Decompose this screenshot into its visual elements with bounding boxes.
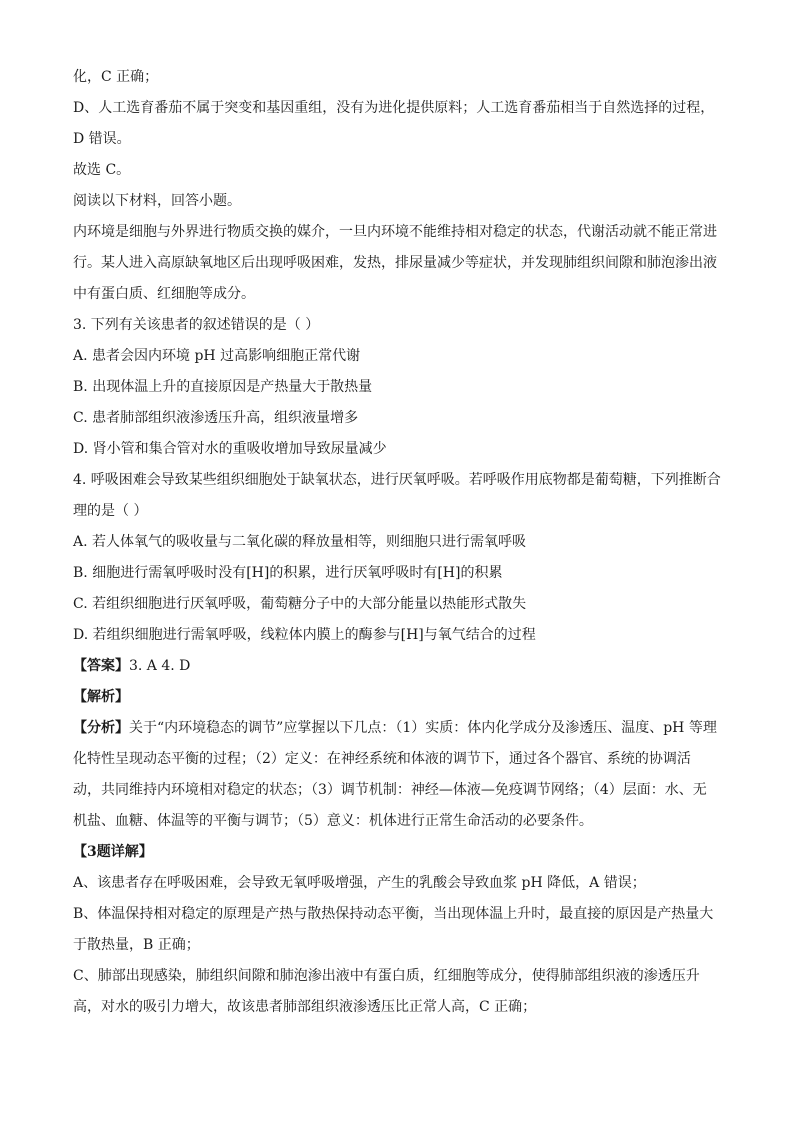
analysis-heading: 【解析】 [73, 689, 129, 705]
answer-text: 3. A 4. D [129, 658, 191, 674]
analysis-text: 关于“内环境稳态的调节”应掌握以下几点：（1）实质：体内化学成分及渗透压、温度、pH 等理 [129, 720, 717, 736]
answer-label: 【答案】 [73, 658, 129, 674]
detail-line: A、该患者存在呼吸困难，会导致无氧呼吸增强，产生的乳酸会导致血浆 pH 降低，A 错误； [73, 875, 646, 891]
analysis-line: 机盐、血糖、体温等的平衡与调节；（5）意义：机体进行正常生命活动的必要条件。 [73, 813, 593, 829]
text-line: D、人工选育番茄不属于突变和基因重组，没有为进化提供原料；人工选育番茄相当于自然选择的过程， [73, 100, 715, 116]
analysis-line: 化特性呈现动态平衡的过程；（2）定义：在神经系统和体液的调节下，通过各个器官、系统的协调活 [73, 751, 691, 767]
document-page [73, 62, 725, 1023]
detail-line: 高，对水的吸引力增大，故该患者肺部组织液渗透压比正常人高，C 正确； [73, 999, 537, 1015]
question-4-option-d: D. 若组织细胞进行需氧呼吸，线粒体内膜上的酶参与[H]与氧气结合的过程 [73, 627, 536, 643]
detail-heading: 【3题详解】 [73, 844, 153, 860]
detail-line: C、肺部出现感染，肺组织间隙和肺泡渗出液中有蛋白质，红细胞等成分，使得肺部组织液的渗透压升 [73, 968, 700, 984]
detail-line: 于散热量，B 正确； [73, 937, 200, 953]
passage-line: 中有蛋白质、红细胞等成分。 [73, 286, 255, 302]
passage-line: 行。某人进入高原缺氧地区后出现呼吸困难，发热，排尿量减少等症状，并发现肺组织间隙和肺泡渗出液 [73, 255, 717, 271]
question-3-option-c: C. 患者肺部组织液渗透压升高，组织液量增多 [73, 410, 359, 426]
detail-line: B、体温保持相对稳定的原理是产热与散热保持动态平衡，当出现体温上升时，最直接的原因是产热量大 [73, 906, 714, 922]
passage-line: 内环境是细胞与外界进行物质交换的媒介，一旦内环境不能维持相对稳定的状态，代谢活动就不能正常进 [73, 224, 717, 240]
analysis-line [73, 713, 725, 744]
question-4-stem: 理的是（ ） [73, 503, 148, 519]
analysis-sub-label: 【分析】 [73, 720, 129, 736]
question-3-option-a: A. 患者会因内环境 pH 过高影响细胞正常代谢 [73, 348, 361, 364]
question-3-option-d: D. 肾小管和集合管对水的重吸收增加导致尿量减少 [73, 441, 387, 457]
question-4-option-b: B. 细胞进行需氧呼吸时没有[H]的积累，进行厌氧呼吸时有[H]的积累 [73, 565, 503, 581]
text-line: 故选 C。 [73, 162, 131, 178]
text-line: 阅读以下材料，回答小题。 [73, 193, 241, 209]
answer-line [73, 651, 725, 682]
question-4-option-c: C. 若组织细胞进行厌氧呼吸，葡萄糖分子中的大部分能量以热能形式散失 [73, 596, 527, 612]
text-line: 化，C 正确； [73, 69, 159, 85]
question-4-stem: 4. 呼吸困难会导致某些组织细胞处于缺氧状态，进行厌氧呼吸。若呼吸作用底物都是葡萄糖，下列推断合 [73, 472, 721, 488]
analysis-line: 动，共同维持内环境相对稳定的状态；（3）调节机制：神经—体液—免疫调节网络；（4）层面：水、无 [73, 782, 707, 798]
question-4-option-a: A. 若人体氧气的吸收量与二氧化碳的释放量相等，则细胞只进行需氧呼吸 [73, 534, 527, 550]
question-3-stem: 3. 下列有关该患者的叙述错误的是（ ） [73, 317, 320, 333]
question-3-option-b: B. 出现体温上升的直接原因是产热量大于散热量 [73, 379, 373, 395]
text-line: D 错误。 [73, 131, 131, 147]
